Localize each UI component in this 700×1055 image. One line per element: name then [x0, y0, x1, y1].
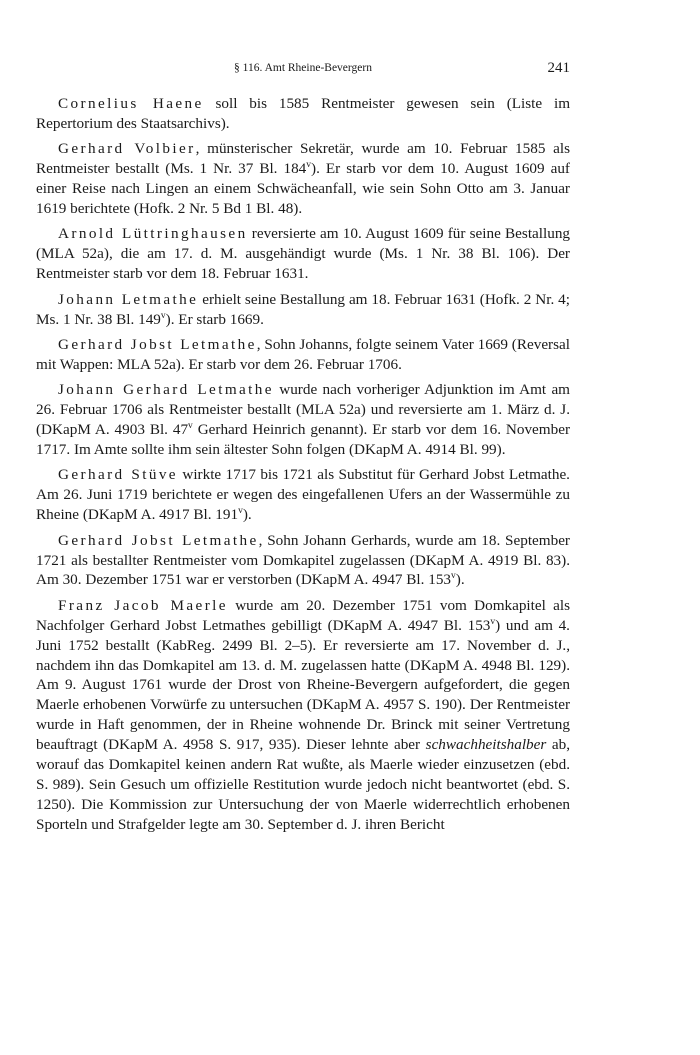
paragraph: [36, 596, 570, 835]
emphasized-word: schwachheitshalber: [425, 736, 547, 754]
superscript: v: [306, 160, 312, 171]
paragraph-text: ab, worauf das Domkapitel keinen andern Rat wußte, als Maerle wieder einzusetzen (ebd. S. 989). Sein Gesuch um offizielle Restitution wurde jedoch nicht beantwortet (ebd. S. 1250). Die Kommission zur Untersuchung der von Maerle widerrechtlich erhobenen Sporteln und Strafgelder legte am 30. September d. J. ihren Bericht: [36, 736, 570, 833]
person-name: Johann Gerhard Letmathe: [58, 381, 274, 399]
paragraph: [36, 465, 570, 525]
paragraph-text: erhielt seine Bestallung am 18. Februar 1631 (Hofk. 2 Nr. 4; Ms. 1 Nr. 38 Bl. 149: [36, 290, 570, 328]
paragraph-text: soll bis 1585 Rentmeister gewesen sein (Liste im Repertorium des Staatsarchivs).: [36, 95, 571, 132]
section-title: § 116. Amt Rheine-Bevergern: [234, 62, 372, 74]
person-name: Gerhard Stüve: [58, 466, 178, 484]
person-name: Johann Letmathe: [58, 290, 199, 308]
paragraph-text: wurde am 20. Dezember 1751 vom Domkapitel als Nachfolger Gerhard Jobst Letmathes gebilligt (DKapM A. 4947 Bl. 153: [36, 596, 570, 634]
page-number: 241: [547, 60, 570, 76]
paragraph-text: ). Er starb 1669.: [165, 310, 264, 328]
paragraph-text: , Sohn Johann Gerhards, wurde am 18. September 1721 als bestallter Rentmeister vom Domkapitel zugelassen (DKapM A. 4919 Bl. 83). Am 30. Dezember 1751 war er verstorben (DKapM A. 4947 Bl. 153: [36, 531, 570, 589]
paragraph-text: Gerhard Heinrich genannt). Er starb vor dem 16. November 1717. Im Amte sollte ihm sein ältester Sohn folgen (DKapM A. 4914 Bl. 99).: [36, 421, 570, 458]
superscript: v: [451, 571, 456, 582]
person-name: Gerhard Jobst Letmathe: [58, 335, 257, 353]
paragraph-text: , Sohn Johanns, folgte seinem Vater 1669 (Reversal mit Wappen: MLA 52a). Er starb vor dem 26. Februar 1706.: [36, 335, 570, 373]
person-name: Cornelius Haene: [58, 95, 204, 112]
paragraph-text: , münsterischer Sekretär, wurde am 10. Februar 1585 als Rentmeister bestallt (Ms. 1 Nr. 37 Bl. 184: [36, 140, 570, 178]
paragraph-text: ). Er starb vor dem 10. August 1609 auf einer Reise nach Lingen an einem Schwächeanfall, wie sein Sohn Otto am 3. Januar 1619 berichtete (Hofk. 2 Nr. 5 Bd 1 Bl. 48).: [36, 160, 570, 218]
paragraph: [36, 531, 570, 591]
paragraph: [36, 290, 570, 330]
paragraph: [36, 224, 570, 284]
person-name: Gerhard Volbier: [58, 140, 196, 158]
paragraph-text: wurde nach vorheriger Adjunktion im Amt am 26. Februar 1706 als Rentmeister bestallt (MLA 52a) und reversierte am 1. März d. J. (DKapM A. 4903 Bl. 47: [36, 381, 570, 439]
paragraph-text: ).: [455, 571, 465, 589]
body-text: [36, 94, 570, 840]
paragraph-text: wirkte 1717 bis 1721 als Substitut für Gerhard Jobst Letmathe. Am 26. Juni 1719 berichtete er wegen des eingefallenen Ufers an der Wassermühle zu Rheine (DKapM A. 4917 Bl. 191: [36, 466, 570, 524]
superscript: v: [188, 421, 193, 432]
paragraph-text: ) und am 4. Juni 1752 bestallt (KabReg. 2499 Bl. 2–5). Er reversierte am 17. November d. J., nachdem ihn das Domkapitel am 13. d. M. zugelassen hatte (DKapM A. 4948 Bl. 129). Am 9. August 1761 wurde der Drost von Rheine-Bevergern aufgefordert, die gegen Maerle erhobenen Vorwürfe zu untersuchen (DKapM A. 4957 S. 190). Der Rentmeister wurde in Haft genommen, der in Rheine wohnende Dr. Brinck mit seiner Vertretung beauftragt (DKapM A. 4958 S. 917, 935). Dieser lehnte aber: [36, 616, 570, 754]
superscript: v: [490, 616, 496, 627]
paragraph: [36, 335, 570, 375]
superscript: v: [238, 506, 243, 517]
paragraph: [36, 139, 570, 219]
person-name: Gerhard Jobst Letmathe: [58, 531, 259, 549]
paragraph: [36, 94, 570, 134]
paragraph: [36, 380, 570, 460]
paragraph-text: ).: [242, 506, 252, 524]
running-header: [36, 60, 570, 80]
person-name: Arnold Lüttringhausen: [58, 225, 248, 243]
person-name: Franz Jacob Maerle: [58, 596, 228, 614]
paragraph-text: reversierte am 10. August 1609 für seine Bestallung (MLA 52a), die am 17. d. M. ausgehändigt wurde (Ms. 1 Nr. 38 Bl. 106). Der Rentmeister starb vor dem 18. Februar 1631.: [36, 225, 571, 283]
superscript: v: [160, 310, 166, 321]
